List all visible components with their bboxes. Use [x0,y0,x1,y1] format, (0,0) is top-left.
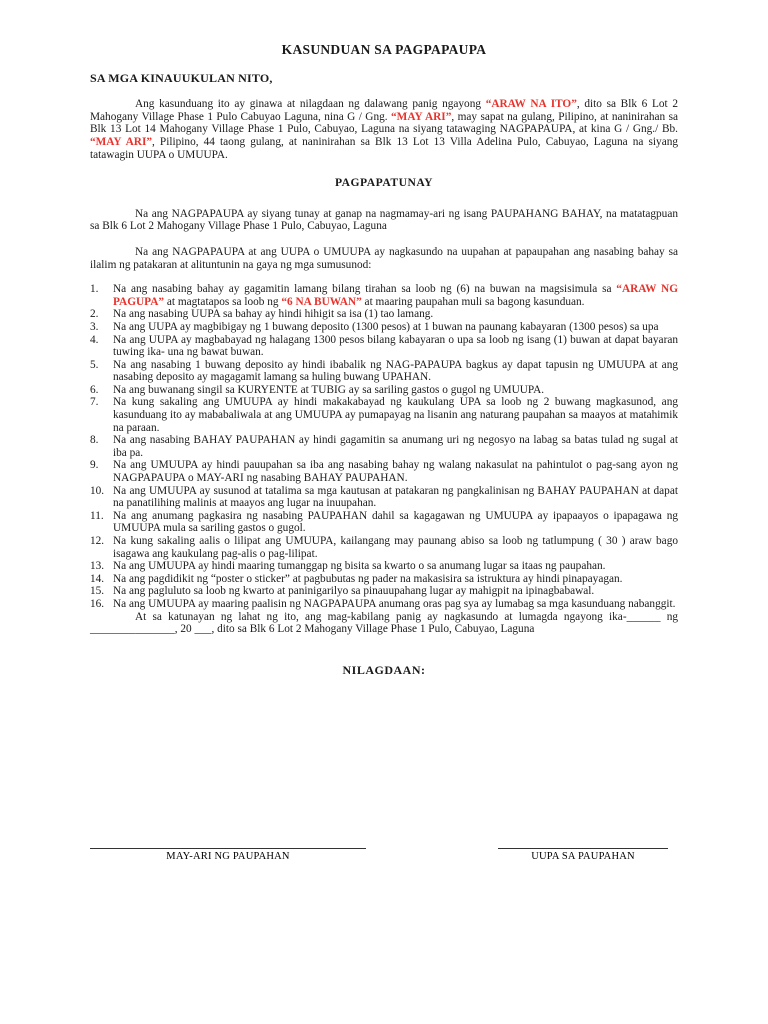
list-item-number: 2. [90,308,99,321]
list-item [90,535,678,560]
list-item [90,308,678,321]
signature-block [90,848,678,868]
terms-list [90,283,678,610]
list-item-text: Na ang nasabing UUPA sa bahay ay hindi hihigit sa isa (1) tao lamang. [113,308,434,321]
list-item-number: 15. [90,585,105,598]
intro-highlight-owner: “MAY ARI” [391,110,452,123]
intro-highlight-date: “ARAW NA ITO” [485,98,577,111]
tenant-signature-label: UUPA SA PAUPAHAN [531,851,635,862]
list-item [90,585,678,598]
intro-text-1: Ang kasunduang ito ay ginawa at nilagdaan ng dalawang panig ngayong [135,98,486,111]
item1-text-b: at magtatapos sa loob ng [164,295,282,308]
list-item-number: 14. [90,572,105,585]
owner-signature [90,848,366,862]
intro-paragraph [90,98,678,161]
list-item-text [113,283,678,308]
item1-highlight-start: “ARAW NG PAGUPA” [113,283,678,308]
list-item-text: Na kung sakaling ang UMUUPA ay hindi makakabayad ng kaukulang UPA sa loob ng 2 buwang magkasunod, ang kasunduang ito ay mababaliwala at ang UMUUPA ay pumapayag na lisanin ang naturang paupahan sa maayos at matahimik na paraan. [113,396,678,434]
list-item-number: 11. [90,509,104,522]
list-item-text: Na ang nasabing 1 buwang deposito ay hindi ibabalik ng NAG-PAPAUPA bagkus ay dapat tapusin ng UMUUPA at ang nasabing deposito ay magagamit lamang sa huling buwang UPAHAN. [113,358,678,384]
list-item-number: 5. [90,358,99,371]
list-item [90,459,678,484]
salutation: SA MGA KINAUUKULAN NITO, [90,70,273,85]
list-item-text: Na ang nasabing BAHAY PAUPAHAN ay hindi gagamitin sa anumang uri ng negosyo na labag sa batas tulad ng sugal at iba pa. [113,434,678,459]
ownership-paragraph: Na ang NAGPAPAUPA ay siyang tunay at ganap na nagmamay-ari ng isang PAUPAHANG BAHAY, na matatagpuan sa Blk 6 Lot 2 Mahogany Village Phase 1 Pulo, Cabuyao, Laguna [90,207,678,233]
list-item-text: Na ang UMUUPA ay maaring paalisin ng NAGPAPAUPA anumang oras pag sya ay lumabag sa mga kasunduang nabanggit. [113,597,676,610]
list-item [90,434,678,459]
list-item [90,321,678,334]
list-item-text: Na ang pagdidikit ng “poster o sticker” at pagbubutas ng pader na makasisira sa istruktura ay hindi pinapayagan. [113,572,623,585]
owner-signature-label: MAY-ARI NG PAUPAHAN [166,851,290,862]
item1-text-a: Na ang nasabing bahay ay gagamitin lamang bilang tirahan sa loob ng (6) na buwan na magsisimula sa [113,283,617,296]
list-item [90,485,678,510]
intro-text-4: , Pilipino, 44 taong gulang, at naninirahan sa Blk 13 Lot 13 Villa Adelina Pulo, Cabuyao, Laguna na siyang tatawagin UUPA o UMUUPA. [90,135,679,161]
list-item [90,573,678,586]
item1-highlight-duration: “6 NA BUWAN” [281,295,362,308]
list-item-number: 9. [90,459,99,472]
list-item [90,510,678,535]
section-heading: PAGPAPATUNAY [334,176,434,190]
tenant-signature [498,848,668,862]
intro-text-2: , dito sa Blk 6 Lot 2 Mahogany Village Phase 1 Pulo Cabuyao Laguna, nina G / Gng. [90,98,679,123]
list-item-number: 8. [90,434,99,447]
list-item-text: Na ang UUPA ay magbibigay ng 1 buwang deposito (1300 pesos) at 1 buwan na paunang kabayaran (1300 pesos) sa upa [113,320,659,333]
list-item-text: Na ang UMUUPA ay hindi maaring tumanggap ng bisita sa kwarto o sa anumang lugar sa itaas ng paupahan. [113,560,606,573]
item1-text-c: at maaring paupahan muli sa bagong kasunduan. [361,295,585,308]
signed-heading: NILAGDAAN: [342,662,426,677]
list-item-text: Na ang UUPA ay magbabayad ng halagang 1300 pesos bilang kabayaran o upa sa loob ng isang (1) buwan at dapat bayaran tuwing ika- una ng bawat buwan. [113,333,678,359]
owner-signature-line [90,848,366,849]
agreement-paragraph: Na ang NAGPAPAUPA at ang UUPA o UMUUPA ay nagkasundo na uupahan at papaupahan ang nasabing bahay sa ilalim ng patakaran at alituntunin na gaya ng mga sumusunod: [90,245,678,271]
list-item [90,283,678,308]
list-item-number: 16. [90,597,105,610]
list-item-text: Na ang UMUUPA ay hindi pauupahan sa iba ang nasabing bahay ng walang nakasulat na pahintulot o pag-sang ayon ng NAGPAPAUPA o MAY-ARI ng nasabing BAHAY PAUPAHAN. [113,459,678,485]
list-item-number: 1. [90,283,99,296]
closing-paragraph: At sa katunayan ng lahat ng ito, ang mag-kabilang panig ay nagkasundo at lumagda ngayong ika-______ ng _______________, 20 ___, dito sa Blk 6 Lot 2 Mahogany Village Phase 1 Pulo, Cabuyao, Laguna [90,610,678,636]
list-item [90,598,678,611]
list-item [90,384,678,397]
list-item-number: 6. [90,383,99,396]
list-item [90,560,678,573]
list-item-text: Na ang UMUUPA ay susunod at tatalima sa mga kautusan at patakaran ng pangkalinisan ng BAHAY PAUPAHAN at dapat na panatilihing malinis at maayos ang lugar na inuupahan. [113,484,678,510]
intro-highlight-tenant: “MAY ARI” [90,135,153,148]
list-item-text: Na kung sakaling aalis o lilipat ang UMUUPA, kailangang may paunang abiso sa loob ng tatlumpung ( 30 ) araw bago isagawa ang kaukulang pag-alis o pag-lilipat. [113,535,678,560]
list-item-number: 3. [90,320,99,333]
list-item-number: 10. [90,484,105,497]
list-item-number: 12. [90,535,105,547]
list-item-number: 4. [90,333,99,346]
list-item [90,334,678,359]
list-item-text: Na ang anumang pagkasira ng nasabing PAUPAHAN dahil sa kagagawan ng UMUUPA ay ipapaayos o ipapagawa ng UMUUPA mula sa sariling gastos o gugol. [113,509,678,535]
list-item [90,359,678,384]
tenant-signature-line [498,848,668,849]
list-item-text: Na ang pagluluto sa loob ng kwarto at paninigarilyo sa pinauupahang lugar ay mahigpit na ipinagbabawal. [113,585,595,598]
list-item-number: 7. [90,396,99,409]
list-item [90,396,678,434]
intro-text-3: , may sapat na gulang, Pilipino, at naninirahan sa Blk 13 Lot 14 Mahogany Village Phase 1 Pulo, Cabuyao, Laguna na siyang tatawaging NAGPAPAUPA, at kina G / Gng./ Bb. [90,110,679,136]
list-item-text: Na ang buwanang singil sa KURYENTE at TUBIG ay sa sariling gastos o gugol ng UMUUPA. [113,383,545,396]
document-title: KASUNDUAN SA PAGPAPAUPA [281,42,487,57]
list-item-number: 13. [90,560,105,573]
